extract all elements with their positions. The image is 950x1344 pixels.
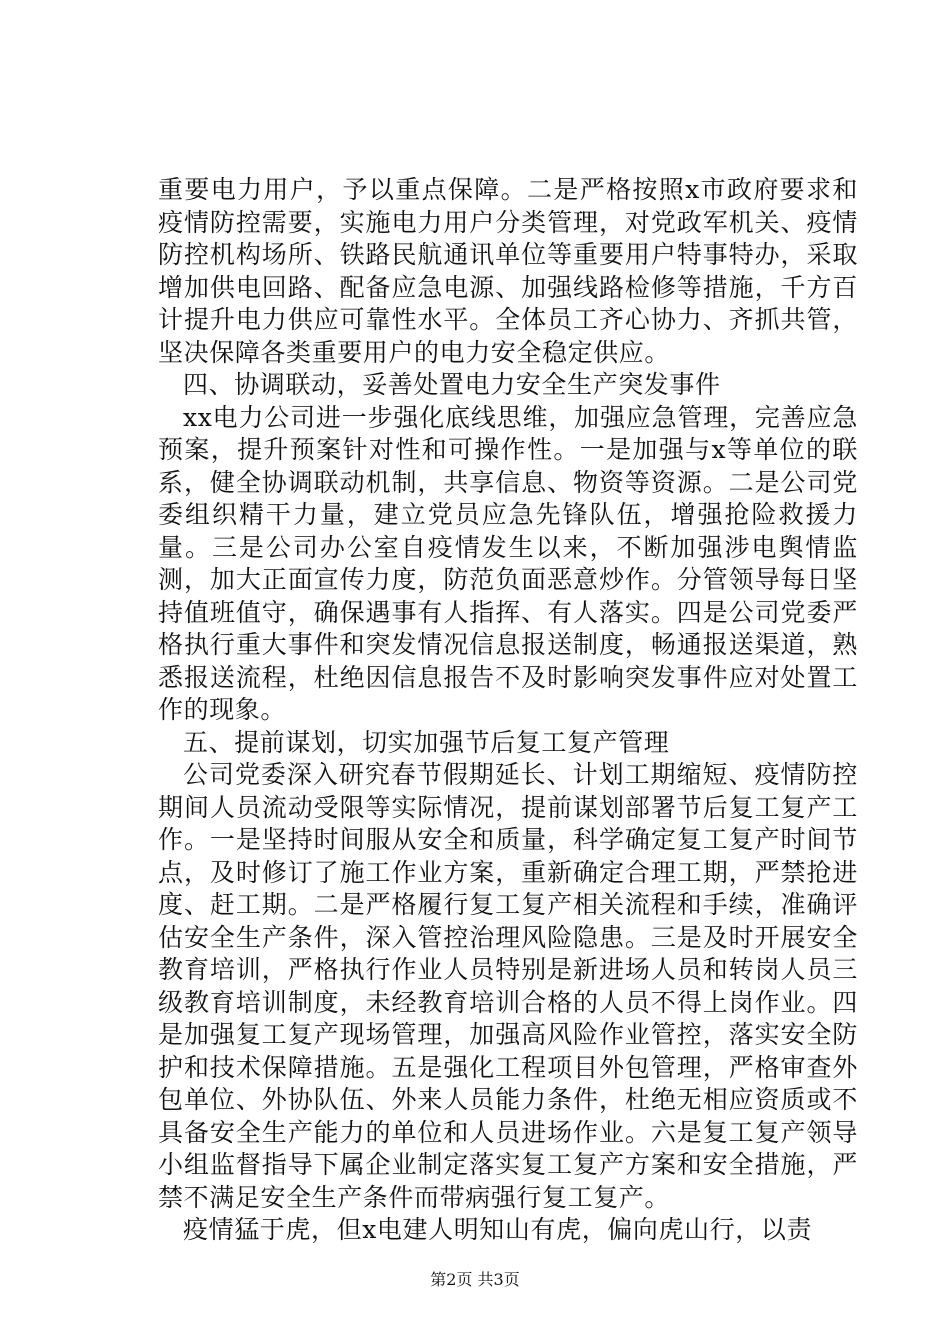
paragraph-section-5: 公司党委深入研究春节假期延长、计划工期缩短、疫情防控期间人员流动受限等实际情况，提前谋划部署节后复工复产工作。一是坚持时间服从安全和质量，科学确定复工复产时间节点，及时修订了施工作业方案，重新确定合理工期，严禁抢进度、赶工期。二是严格履行复工复产相关流程和手续，准确评估安全生产条件，深入管控治理风险隐患。三是及时开展安全教育培训，严格执行作业人员特别是新进场人员和转岗人员三级教育培训制度，未经教育培训合格的人员不得上岗作业。四是加强复工复产现场管理，加强高风险作业管控，落实安全防护和技术保障措施。五是强化工程项目外包管理，严格审查外包单位、外协队伍、外来人员能力条件，杜绝无相应资质或不具备安全生产能力的单位和人员进场作业。六是复工复产领导小组监督指导下属企业制定落实复工复产方案和安全措施，严禁不满足安全生产条件而带病强行复工复产。 [158,760,858,1212]
document-body [158,174,858,1247]
paragraph-section-4: xx电力公司进一步强化底线思维，加强应急管理，完善应急预案，提升预案针对性和可操作性。一是加强与x等单位的联系，健全协调联动机制，共享信息、物资等资源。二是公司党委组织精干力量，建立党员应急先锋队伍，增强抢险救援力量。三是公司办公室自疫情发生以来，不断加强涉电舆情监测，加大正面宣传力度，防范负面恶意炒作。分管领导每日坚持值班值守，确保遇事有人指挥、有人落实。四是公司党委严格执行重大事件和突发情况信息报送制度，畅通报送渠道，熟悉报送流程，杜绝因信息报告不及时影响突发事件应对处置工作的现象。 [158,402,858,724]
section-heading-4: 四、协调联动，妥善处置电力安全生产突发事件 [183,370,721,399]
section-heading-5: 五、提前谋划，切实加强节后复工复产管理 [183,727,670,757]
paragraph-continuation: 重要电力用户，予以重点保障。二是严格按照x市政府要求和疫情防控需要，实施电力用户分类管理，对党政军机关、疫情防控机构场所、铁路民航通讯单位等重要用户特事特办，采取增加供电回路、配备应急电源、加强线路检修等措施，千方百计提升电力供应可靠性水平。全体员工齐心协力、齐抓共管，坚决保障各类重要用户的电力安全稳定供应。 [158,175,858,367]
paragraph-closing: 疫情猛于虎，但x电建人明知山有虎，偏向虎山行，以责 [183,1215,813,1244]
page-footer: 第2页 共3页 [430,1270,520,1289]
